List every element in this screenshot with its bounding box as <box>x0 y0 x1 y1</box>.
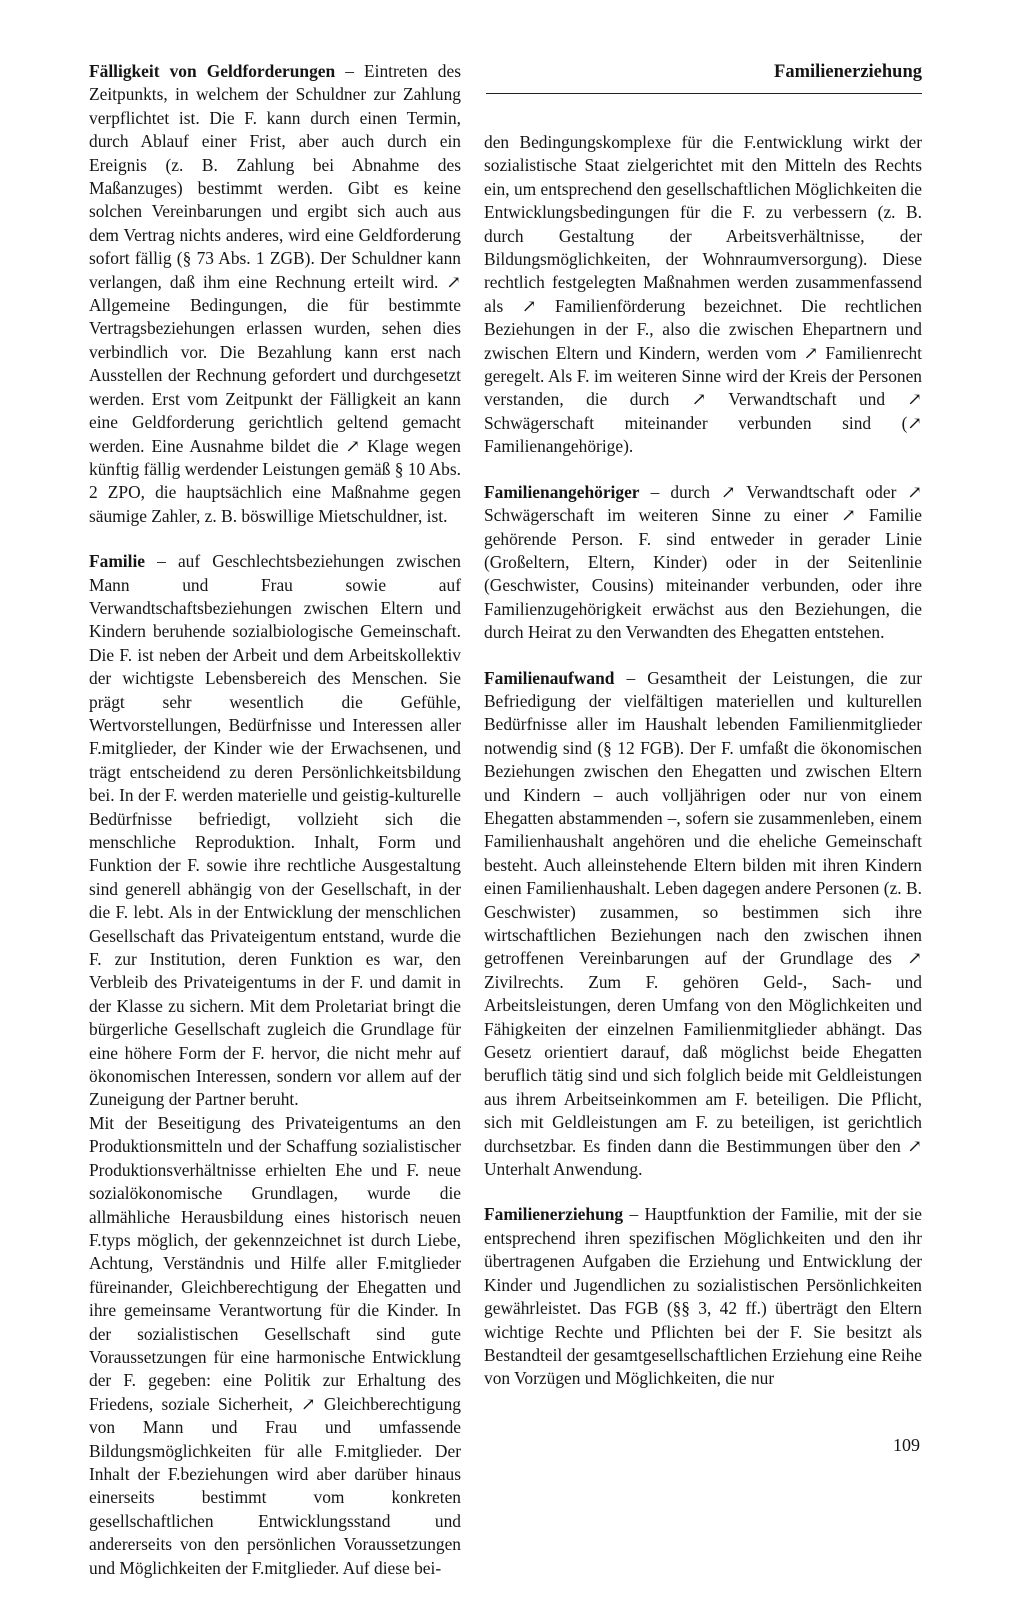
entry-headword: Familie <box>89 551 146 572</box>
entry-familie <box>89 550 461 1580</box>
entry-familienangehoeriger <box>484 481 922 645</box>
entry-familienerziehung <box>484 1203 922 1390</box>
entry-text: – Eintreten des Zeitpunkts, in welchem der Schuldner zur Zahlung verpflichtet ist. Die F. kann durch einen Termin, durch Ablauf einer Frist, aber auch durch ein Ereignis (z. B. Zahlung bei Abnahme des Maßanzuges) bestimmt werden. Gibt es keine solchen Vereinbarungen und ergibt sich auch aus dem Vertrag nichts anderes, wird eine Geldforderung sofort fällig (§ 73 Abs. 1 ZGB). Der Schuldner kann verlangen, daß ihm eine Rechnung erteilt wird. ↗ Allgemeine Bedingungen, die für bestimmte Vertragsbeziehungen erlassen wurden, sehen dies verbindlich vor. Die Bezahlung kann erst nach Ausstellen der Rechnung gefordert und durchgesetzt werden. Erst vom Zeitpunkt der Fälligkeit an kann eine Geldforderung gerichtlich geltend gemacht werden. Eine Ausnahme bildet die ↗ Klage wegen künftig fällig werdender Leistungen gemäß § 10 Abs. 2 ZPO, die hauptsächlich eine Maßnahme gegen säumige Zahler, z. B. böswillige Mietschuldner, ist. <box>89 61 461 526</box>
right-column <box>484 131 922 1413</box>
entry-text: den Bedingungskomplexe für die F.entwicklung wirkt der sozialistische Staat zielgerichtet mit den Mitteln des Rechts ein, um entsprechend den gesellschaftlichen Möglichkeiten die Entwicklungsbedingungen für die F. zu verbessern (z. B. durch Gestaltung der Arbeitsverhältnisse, der Bildungsmöglichkeiten, der Wohnraumversorgung). Diese rechtlich festgelegten Maßnahmen werden zusammenfassend als ↗ Familienförderung bezeichnet. Die rechtlichen Beziehungen in der F., also die zwischen Ehepartnern und zwischen Eltern und Kindern, werden vom ↗ Familienrecht geregelt. Als F. im weiteren Sinne wird der Kreis der Personen verstanden, die durch ↗ Verwandtschaft und ↗ Schwägerschaft miteinander verbunden sind (↗ Familienangehörige). <box>484 132 923 457</box>
page-number: 109 <box>893 1435 920 1455</box>
entry-familie-continued <box>484 131 922 459</box>
header-rule <box>486 93 922 94</box>
entry-paragraph: Mit der Beseitigung des Privateigentums an den Produktionsmitteln und der Schaffung sozialistischer Produktionsverhältnisse erhielten Ehe und F. neue sozialökonomische Grundlagen, wurde die allmähliche Herausbildung eines historisch neuen F.typs möglich, der gekennzeichnet ist durch Liebe, Achtung, Verständnis und Hilfe aller F.mitglieder füreinander, Gleichberechtigung der Ehegatten und ihre gemeinsame Verantwortung für die Kinder. In der sozialistischen Gesellschaft sind gute Voraussetzungen für eine harmonische Entwicklung der F. gegeben: eine Politik zur Erhaltung des Friedens, soziale Sicherheit, ↗ Gleichberechtigung von Mann und Frau und umfassende Bildungsmöglichkeiten für alle F.mitglieder. Der Inhalt der F.beziehungen wird aber darüber hinaus einerseits bestimmt vom konkreten gesellschaftlichen Entwicklungsstand und andererseits von den persönlichen Voraussetzungen und Möglichkeiten der F.mitglieder. Auf diese bei- <box>89 1112 461 1578</box>
entry-text: – durch ↗ Verwandtschaft oder ↗ Schwägerschaft im weiteren Sinne zu einer ↗ Familie gehörende Person. F. sind entweder in gerader Linie (Großeltern, Eltern, Kinder) oder in der Seitenlinie (Geschwister, Cousins) miteinander verbunden, oder ihre Familienzugehörigkeit erwächst aus den Beziehungen, die durch Heirat zu den Verwandten des Ehegatten entstehen. <box>484 481 922 643</box>
entry-headword: Familienerziehung <box>484 1204 624 1225</box>
entry-text: – Gesamtheit der Leistungen, die zur Befriedigung der vielfältigen materiellen und kulturellen Bedürfnisse aller im Haushalt lebenden Familienmitglieder notwendig sind (§ 12 FGB). Der F. umfaßt die ökonomischen Beziehungen zwischen den Ehegatten und zwischen Eltern und Kindern – auch volljährigen oder nur von einem Ehegatten abstammenden –, sofern sie zusammenleben, einem Familienhaushalt angehören und die eheliche Gemeinschaft besteht. Auch alleinstehende Eltern bilden mit ihren Kindern einen Familienhaushalt. Leben dagegen andere Personen (z. B. Geschwister) zusammen, so bestimmen sich ihre wirtschaftlichen Beziehungen nach den zwischen ihnen getroffenen Vereinbarungen auf der Grundlage des ↗ Zivilrechts. Zum F. gehören Geld-, Sach- und Arbeitsleistungen, deren Umfang von den Möglichkeiten und Fähigkeiten der einzelnen Familienmitglieder abhängt. Das Gesetz orientiert darauf, daß möglichst beide Ehegatten beruflich tätig sind und sich folglich beide mit Geldleistungen aus ihrem Arbeitseinkommen am F. beteiligen. Die Pflicht, sich mit Geldleistungen am F. zu beteiligen, ist gerichtlich durchsetzbar. Es finden dann die Bestimmungen über den ↗ Unterhalt Anwendung. <box>484 667 922 1180</box>
entry-headword: Familienaufwand <box>484 667 615 688</box>
entry-headword: Fälligkeit von Geldforderungen <box>89 61 336 81</box>
entry-text: – auf Geschlechtsbeziehungen zwischen Mann und Frau sowie auf Verwandtschaftsbeziehungen zwischen Eltern und Kindern beruhende sozialbiologische Gemeinschaft. Die F. ist neben der Arbeit und dem Arbeitskollektiv der wichtigste Lebensbereich des Menschen. Sie prägt sehr wesentlich die Gefühle, Wertvorstellungen, Bedürfnisse und Interessen aller F.mitglieder, der Kinder wie der Erwachsenen, und trägt entscheidend zu deren Persönlichkeitsbildung bei. In der F. werden materielle und geistig-kulturelle Bedürfnisse befriedigt, vollzieht sich die menschliche Reproduktion. Inhalt, Form und Funktion der F. sowie ihre rechtliche Ausgestaltung sind generell abhängig von der Gesellschaft, in der die F. lebt. Als in der Entwicklung der menschlichen Gesellschaft das Privateigentum entstand, wurde die F. zur Institution, deren Funktion es war, den Verbleib des Privateigentums in der F. und damit in der Klasse zu sichern. Mit dem Proletariat bringt die bürgerliche Gesellschaft zugleich die Grundlage für eine höhere Form der F. hervor, die nicht mehr auf ökonomischen Interessen, sondern vor allem auf der Zuneigung der Partner beruht. <box>89 551 461 1110</box>
entry-headword: Familienangehöriger <box>484 481 640 502</box>
entry-text: – Hauptfunktion der Familie, mit der sie entsprechend ihren spezifischen Möglichkeiten und den ihr übertragenen Aufgaben die Erziehung und Entwicklung der Kinder und Jugendlichen zu sozialistischen Persönlichkeiten gewährleistet. Das FGB (§§ 3, 42 ff.) überträgt den Eltern wichtige Rechte und Pflichten bei der F. Sie besitzt als Bestandteil der gesamtgesellschaftlichen Erziehung eine Reihe von Vorzügen und Möglichkeiten, die nur <box>484 1204 922 1389</box>
left-column <box>89 60 461 1602</box>
entry-familienaufwand <box>484 667 922 1182</box>
running-head: Familienerziehung <box>774 62 922 82</box>
entry-faelligkeit <box>89 60 461 528</box>
